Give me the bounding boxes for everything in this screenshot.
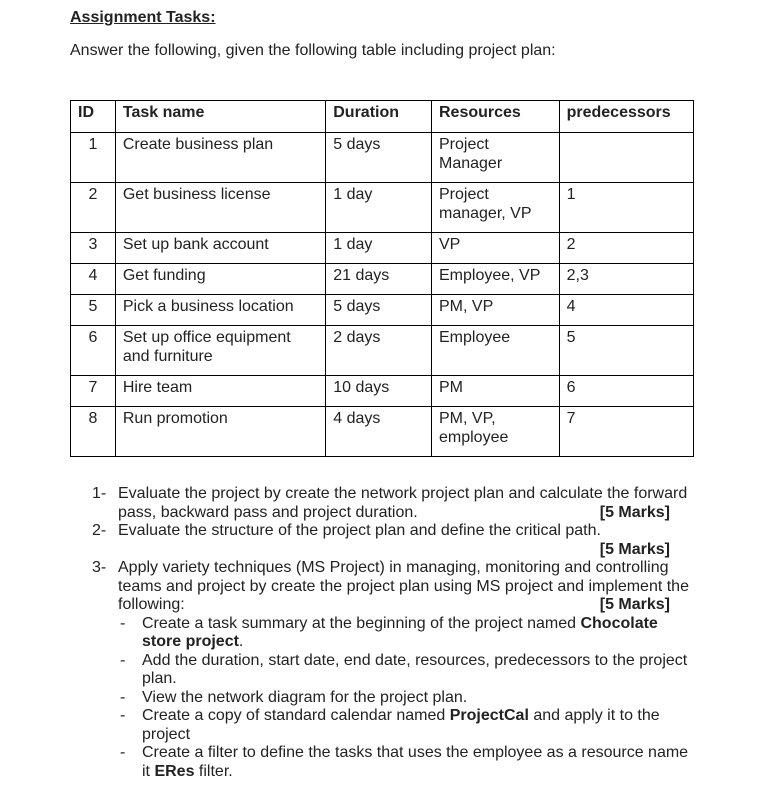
header-predecessors: predecessors	[559, 101, 693, 133]
cell-task-name: Pick a business location	[115, 295, 325, 326]
cell-task-name: Set up office equipment and furniture	[115, 326, 325, 376]
table-header-row	[71, 101, 694, 133]
cell-resources: Project Manager	[432, 133, 560, 183]
cell-resources: Employee, VP	[432, 264, 560, 295]
cell-id: 6	[71, 326, 116, 376]
cell-resources: PM	[432, 376, 560, 407]
cell-duration: 5 days	[326, 295, 432, 326]
cell-predecessors: 6	[559, 376, 693, 407]
sub-item-text-end: filter.	[194, 762, 233, 780]
marks-label: [5 Marks]	[599, 596, 670, 613]
cell-task-name: Hire team	[115, 376, 325, 407]
assignment-heading: Assignment Tasks:	[70, 9, 216, 26]
cell-duration: 4 days	[326, 407, 432, 457]
sub-item-bold: Chocolate store project	[142, 614, 658, 650]
header-id: ID	[71, 101, 116, 133]
cell-predecessors: 7	[559, 407, 693, 457]
marks-label: [5 Marks]	[599, 540, 670, 558]
question-3	[92, 559, 692, 615]
cell-predecessors: 5	[559, 326, 693, 376]
table-row	[71, 407, 694, 457]
cell-resources: PM, VP, employee	[432, 407, 560, 457]
cell-id: 8	[71, 407, 116, 457]
table-row	[71, 133, 694, 183]
cell-duration: 10 days	[326, 376, 432, 407]
task-list	[92, 485, 692, 781]
sub-item-bold: ProjectCal	[449, 707, 529, 724]
sub-item	[92, 652, 692, 689]
cell-task-name: Set up bank account	[115, 233, 325, 264]
cell-resources: VP	[432, 233, 560, 264]
cell-predecessors	[559, 133, 693, 183]
table-row	[71, 233, 694, 264]
marks-label: [5 Marks]	[599, 503, 670, 521]
sub-item-text-end: and apply it to the project	[142, 707, 660, 743]
table-row	[71, 183, 694, 233]
cell-task-name: Create business plan	[115, 133, 325, 183]
header-resources: Resources	[432, 101, 560, 133]
table-row	[71, 264, 694, 295]
cell-id: 7	[71, 376, 116, 407]
question-number: 3-	[92, 559, 107, 576]
cell-id: 3	[71, 233, 116, 264]
sub-item-text: Add the duration, start date, end date, resources, predecessors to the project plan.	[142, 651, 688, 687]
cell-predecessors: 4	[559, 295, 693, 326]
dash-bullet: -	[120, 614, 126, 632]
dash-bullet: -	[120, 744, 126, 761]
cell-task-name: Get funding	[115, 264, 325, 295]
question-number: 1-	[92, 485, 107, 502]
sub-item	[92, 615, 692, 652]
cell-id: 4	[71, 264, 116, 295]
question-2	[92, 522, 692, 541]
dash-bullet: -	[120, 651, 126, 669]
sub-item-text: Create a filter to define the tasks that uses the employee as a resource name it	[142, 744, 689, 780]
sub-item-text: Create a task summary at the beginning of the project named	[142, 614, 581, 632]
question-text: Apply variety techniques (MS Project) in managing, monitoring and controlling teams and project by create the project plan using MS project and implement the following:	[118, 559, 689, 613]
cell-predecessors: 2,3	[559, 264, 693, 295]
table-row	[71, 326, 694, 376]
question-1	[92, 485, 692, 522]
dash-bullet: -	[120, 707, 126, 724]
cell-predecessors: 2	[559, 233, 693, 264]
sub-item-text: Create a copy of standard calendar named	[142, 707, 450, 724]
cell-resources: PM, VP	[432, 295, 560, 326]
header-duration: Duration	[326, 101, 432, 133]
question-number: 2-	[92, 522, 107, 539]
sub-item-text: View the network diagram for the project plan.	[142, 688, 468, 706]
table-row	[71, 295, 694, 326]
sub-item-text-end: .	[238, 633, 244, 650]
project-plan-table	[70, 100, 694, 457]
sub-item	[92, 689, 692, 708]
sub-item-bold: ERes	[154, 762, 195, 780]
cell-task-name: Run promotion	[115, 407, 325, 457]
cell-predecessors: 1	[559, 183, 693, 233]
cell-duration: 1 day	[326, 233, 432, 264]
question-text: Evaluate the structure of the project plan and define the critical path.	[118, 522, 601, 539]
cell-duration: 1 day	[326, 183, 432, 233]
cell-resources: Project manager, VP	[432, 183, 560, 233]
sub-item	[92, 707, 692, 744]
sub-item	[92, 744, 692, 781]
cell-resources: Employee	[432, 326, 560, 376]
cell-id: 1	[71, 133, 116, 183]
cell-duration: 21 days	[326, 264, 432, 295]
cell-duration: 5 days	[326, 133, 432, 183]
cell-task-name: Get business license	[115, 183, 325, 233]
cell-id: 2	[71, 183, 116, 233]
cell-duration: 2 days	[326, 326, 432, 376]
dash-bullet: -	[120, 688, 126, 706]
cell-id: 5	[71, 295, 116, 326]
header-task-name: Task name	[115, 101, 325, 133]
table-row	[71, 376, 694, 407]
question-text: Evaluate the project by create the network project plan and calculate the forward pass, backward pass and project duration.	[118, 485, 688, 521]
intro-text: Answer the following, given the following table including project plan:	[70, 42, 556, 59]
